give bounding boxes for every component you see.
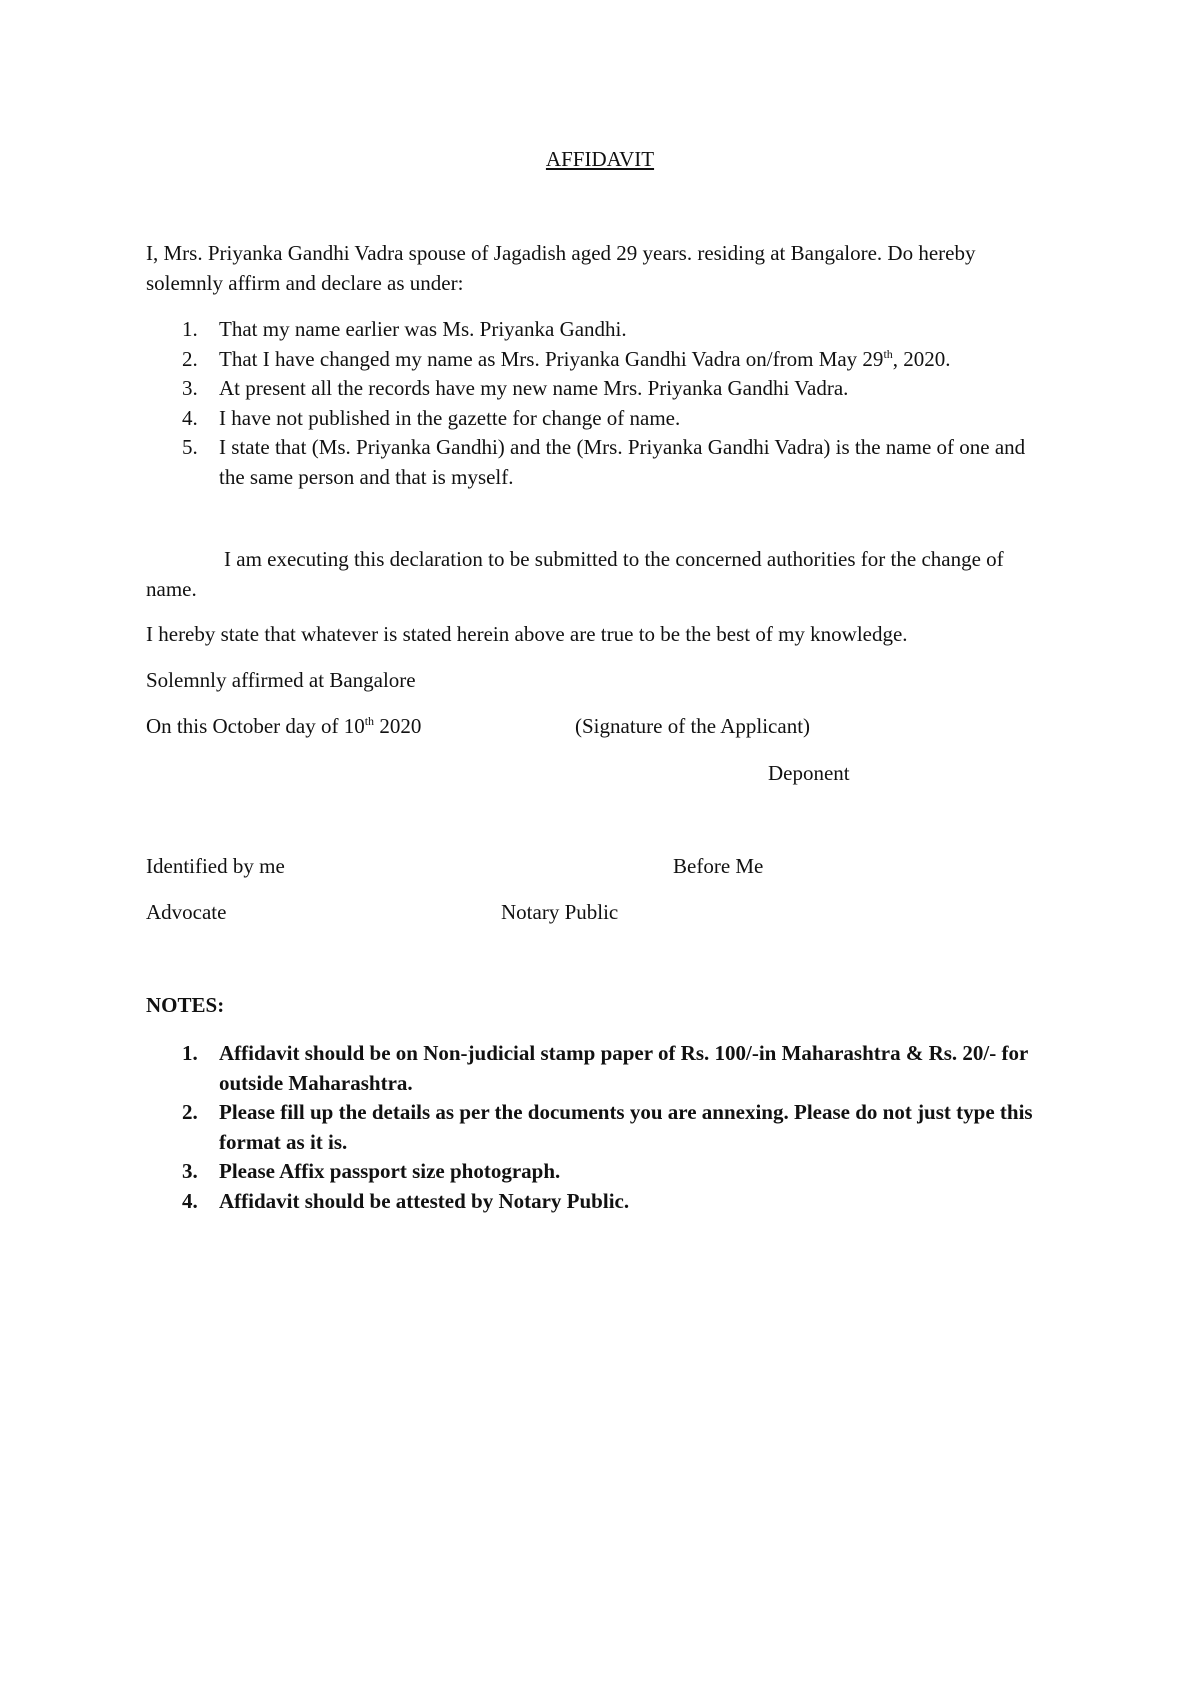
advocate-label: Advocate xyxy=(146,900,227,924)
ordinal-suffix: th xyxy=(883,346,893,361)
declaration-number: 2. xyxy=(182,346,198,371)
identified-by-label: Identified by me xyxy=(146,854,285,878)
date-ordinal-suffix: th xyxy=(364,714,375,728)
affirmation-date xyxy=(146,714,421,739)
note-number: 2. xyxy=(182,1100,198,1124)
declaration-item-2 xyxy=(146,345,1056,375)
declaration-number: 4. xyxy=(182,405,198,430)
declaration-item-1 xyxy=(146,315,1056,345)
declaration-item-3 xyxy=(146,374,1056,404)
note-text: Please fill up the details as per the documents you are annexing. Please do not just type this format as it is. xyxy=(219,1100,1033,1154)
note-text: Affidavit should be attested by Notary Public. xyxy=(219,1188,630,1213)
executing-text: I am executing this declaration to be submitted to the concerned authorities for the change of name. xyxy=(146,547,1004,601)
declaration-number: 1. xyxy=(182,317,198,341)
notes-list xyxy=(146,1039,1056,1216)
note-item-3 xyxy=(146,1157,1056,1187)
executing-paragraph xyxy=(146,544,1056,604)
declaration-list xyxy=(146,315,1056,492)
note-number: 1. xyxy=(182,1041,198,1065)
intro-paragraph: I, Mrs. Priyanka Gandhi Vadra spouse of Jagadish aged 29 years. residing at Bangalore. Do hereby solemnly affirm and declare as under: xyxy=(146,241,976,295)
date-text: On this October day of 10 xyxy=(146,714,365,738)
declaration-text: That my name earlier was Ms. Priyanka Gandhi. xyxy=(219,317,627,341)
note-text: Please Affix passport size photograph. xyxy=(219,1159,561,1183)
note-item-4 xyxy=(146,1187,1056,1217)
declaration-text: At present all the records have my new name Mrs. Priyanka Gandhi Vadra. xyxy=(219,376,849,400)
declaration-text: I have not published in the gazette for change of name. xyxy=(219,405,681,430)
declaration-text: I state that (Ms. Priyanka Gandhi) and the (Mrs. Priyanka Gandhi Vadra) is the name of one and the same person and that is myself. xyxy=(219,435,1026,489)
note-item-2 xyxy=(146,1098,1056,1157)
declaration-number: 5. xyxy=(182,435,198,459)
notes-heading: NOTES: xyxy=(146,993,225,1017)
before-me-label: Before Me xyxy=(673,854,764,878)
applicant-signature-label: (Signature of the Applicant) xyxy=(575,714,811,738)
declaration-number: 3. xyxy=(182,376,198,400)
declaration-item-4 xyxy=(146,404,1056,434)
affirmed-location: Solemnly affirmed at Bangalore xyxy=(146,668,416,692)
knowledge-statement: I hereby state that whatever is stated herein above are true to be the best of my knowledge. xyxy=(146,622,908,646)
date-year: 2020 xyxy=(374,714,422,738)
notary-public-label: Notary Public xyxy=(501,900,619,924)
note-item-1 xyxy=(146,1039,1056,1098)
note-text: Affidavit should be on Non-judicial stamp paper of Rs. 100/-in Maharashtra & Rs. 20/- for outside Maharashtra. xyxy=(219,1041,1028,1095)
document-title: AFFIDAVIT xyxy=(545,147,655,171)
deponent-label: Deponent xyxy=(768,761,850,785)
declaration-item-5 xyxy=(146,433,1056,492)
declaration-text: That I have changed my name as Mrs. Priyanka Gandhi Vadra on/from May 29 xyxy=(219,346,884,371)
note-number: 4. xyxy=(182,1188,198,1213)
note-number: 3. xyxy=(182,1159,198,1183)
declaration-text-after: , 2020. xyxy=(892,346,951,371)
